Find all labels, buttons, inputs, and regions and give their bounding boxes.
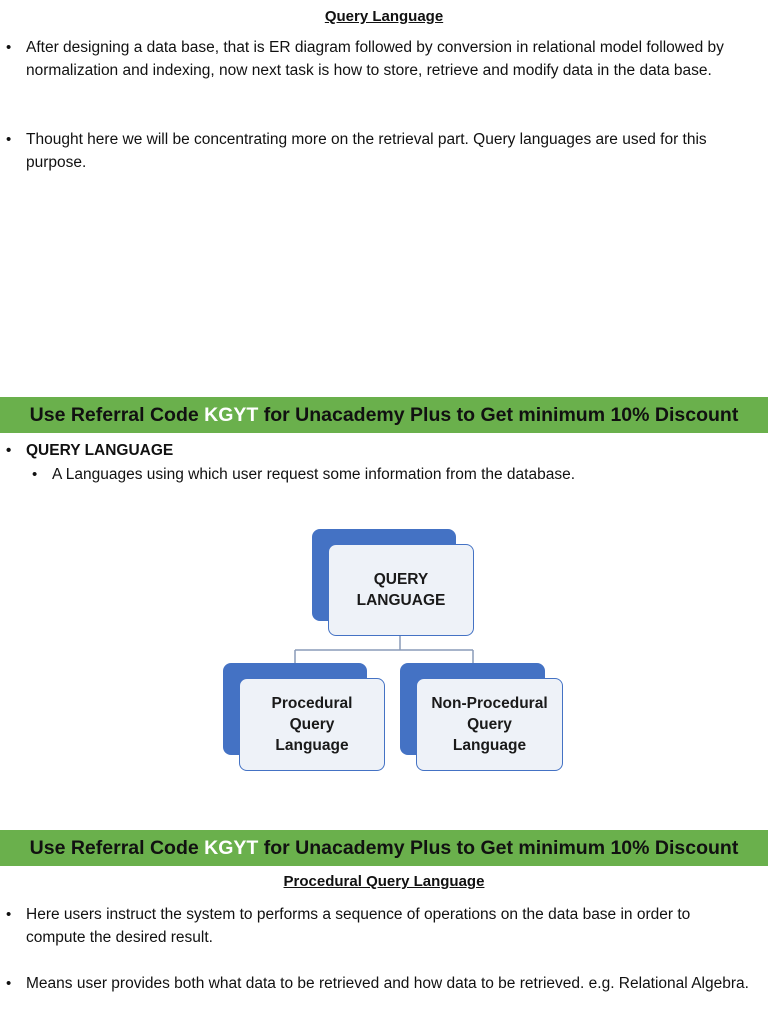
- bullet-icon: •: [6, 131, 12, 148]
- bullet-text: Here users instruct the system to performs a sequence of operations on the data base in order to compute the desired result.: [26, 906, 691, 946]
- bullet-icon: •: [6, 39, 12, 56]
- root-node-label: QUERY LANGUAGE: [356, 571, 446, 609]
- procedural-node: [239, 678, 385, 771]
- referral-banner: [0, 830, 768, 866]
- section-title: Procedural Query Language: [283, 873, 485, 890]
- bullet-text: Thought here we will be concentrating more on the retrieval part. Query languages are used for this purpose.: [26, 131, 707, 171]
- bullet-item: [6, 972, 751, 995]
- non-procedural-node: [416, 678, 563, 771]
- bullet-text: Means user provides both what data to be retrieved and how data to be retrieved. e.g. Relational Algebra.: [26, 975, 749, 992]
- bullet-text: After designing a data base, that is ER diagram followed by conversion in relational model followed by normalization and indexing, now next task is how to store, retrieve and modify data in the data base.: [26, 39, 724, 79]
- bullet-item: [6, 903, 751, 949]
- section-heading: QUERY LANGUAGE: [26, 442, 174, 459]
- bullet-icon: •: [6, 442, 12, 459]
- bullet-icon: •: [32, 466, 38, 483]
- page-title: Query Language: [324, 8, 444, 25]
- banner-suffix: for Unacademy Plus to Get minimum 10% Discount: [258, 404, 739, 426]
- procedural-node-label: Procedural Query Language: [271, 695, 353, 754]
- banner-prefix: Use Referral Code: [29, 837, 205, 859]
- referral-code: KGYT: [204, 404, 259, 426]
- bullet-icon: •: [6, 975, 12, 992]
- non-procedural-node-label: Non-Procedural Query Language: [431, 695, 548, 754]
- root-node: [328, 544, 474, 636]
- hierarchy-connector: [295, 634, 473, 663]
- banner-prefix: Use Referral Code: [29, 404, 205, 426]
- bullet-text: A Languages using which user request some information from the database.: [52, 466, 576, 483]
- referral-code: KGYT: [204, 837, 259, 859]
- bullet-icon: •: [6, 906, 12, 923]
- banner-suffix: for Unacademy Plus to Get minimum 10% Discount: [258, 837, 739, 859]
